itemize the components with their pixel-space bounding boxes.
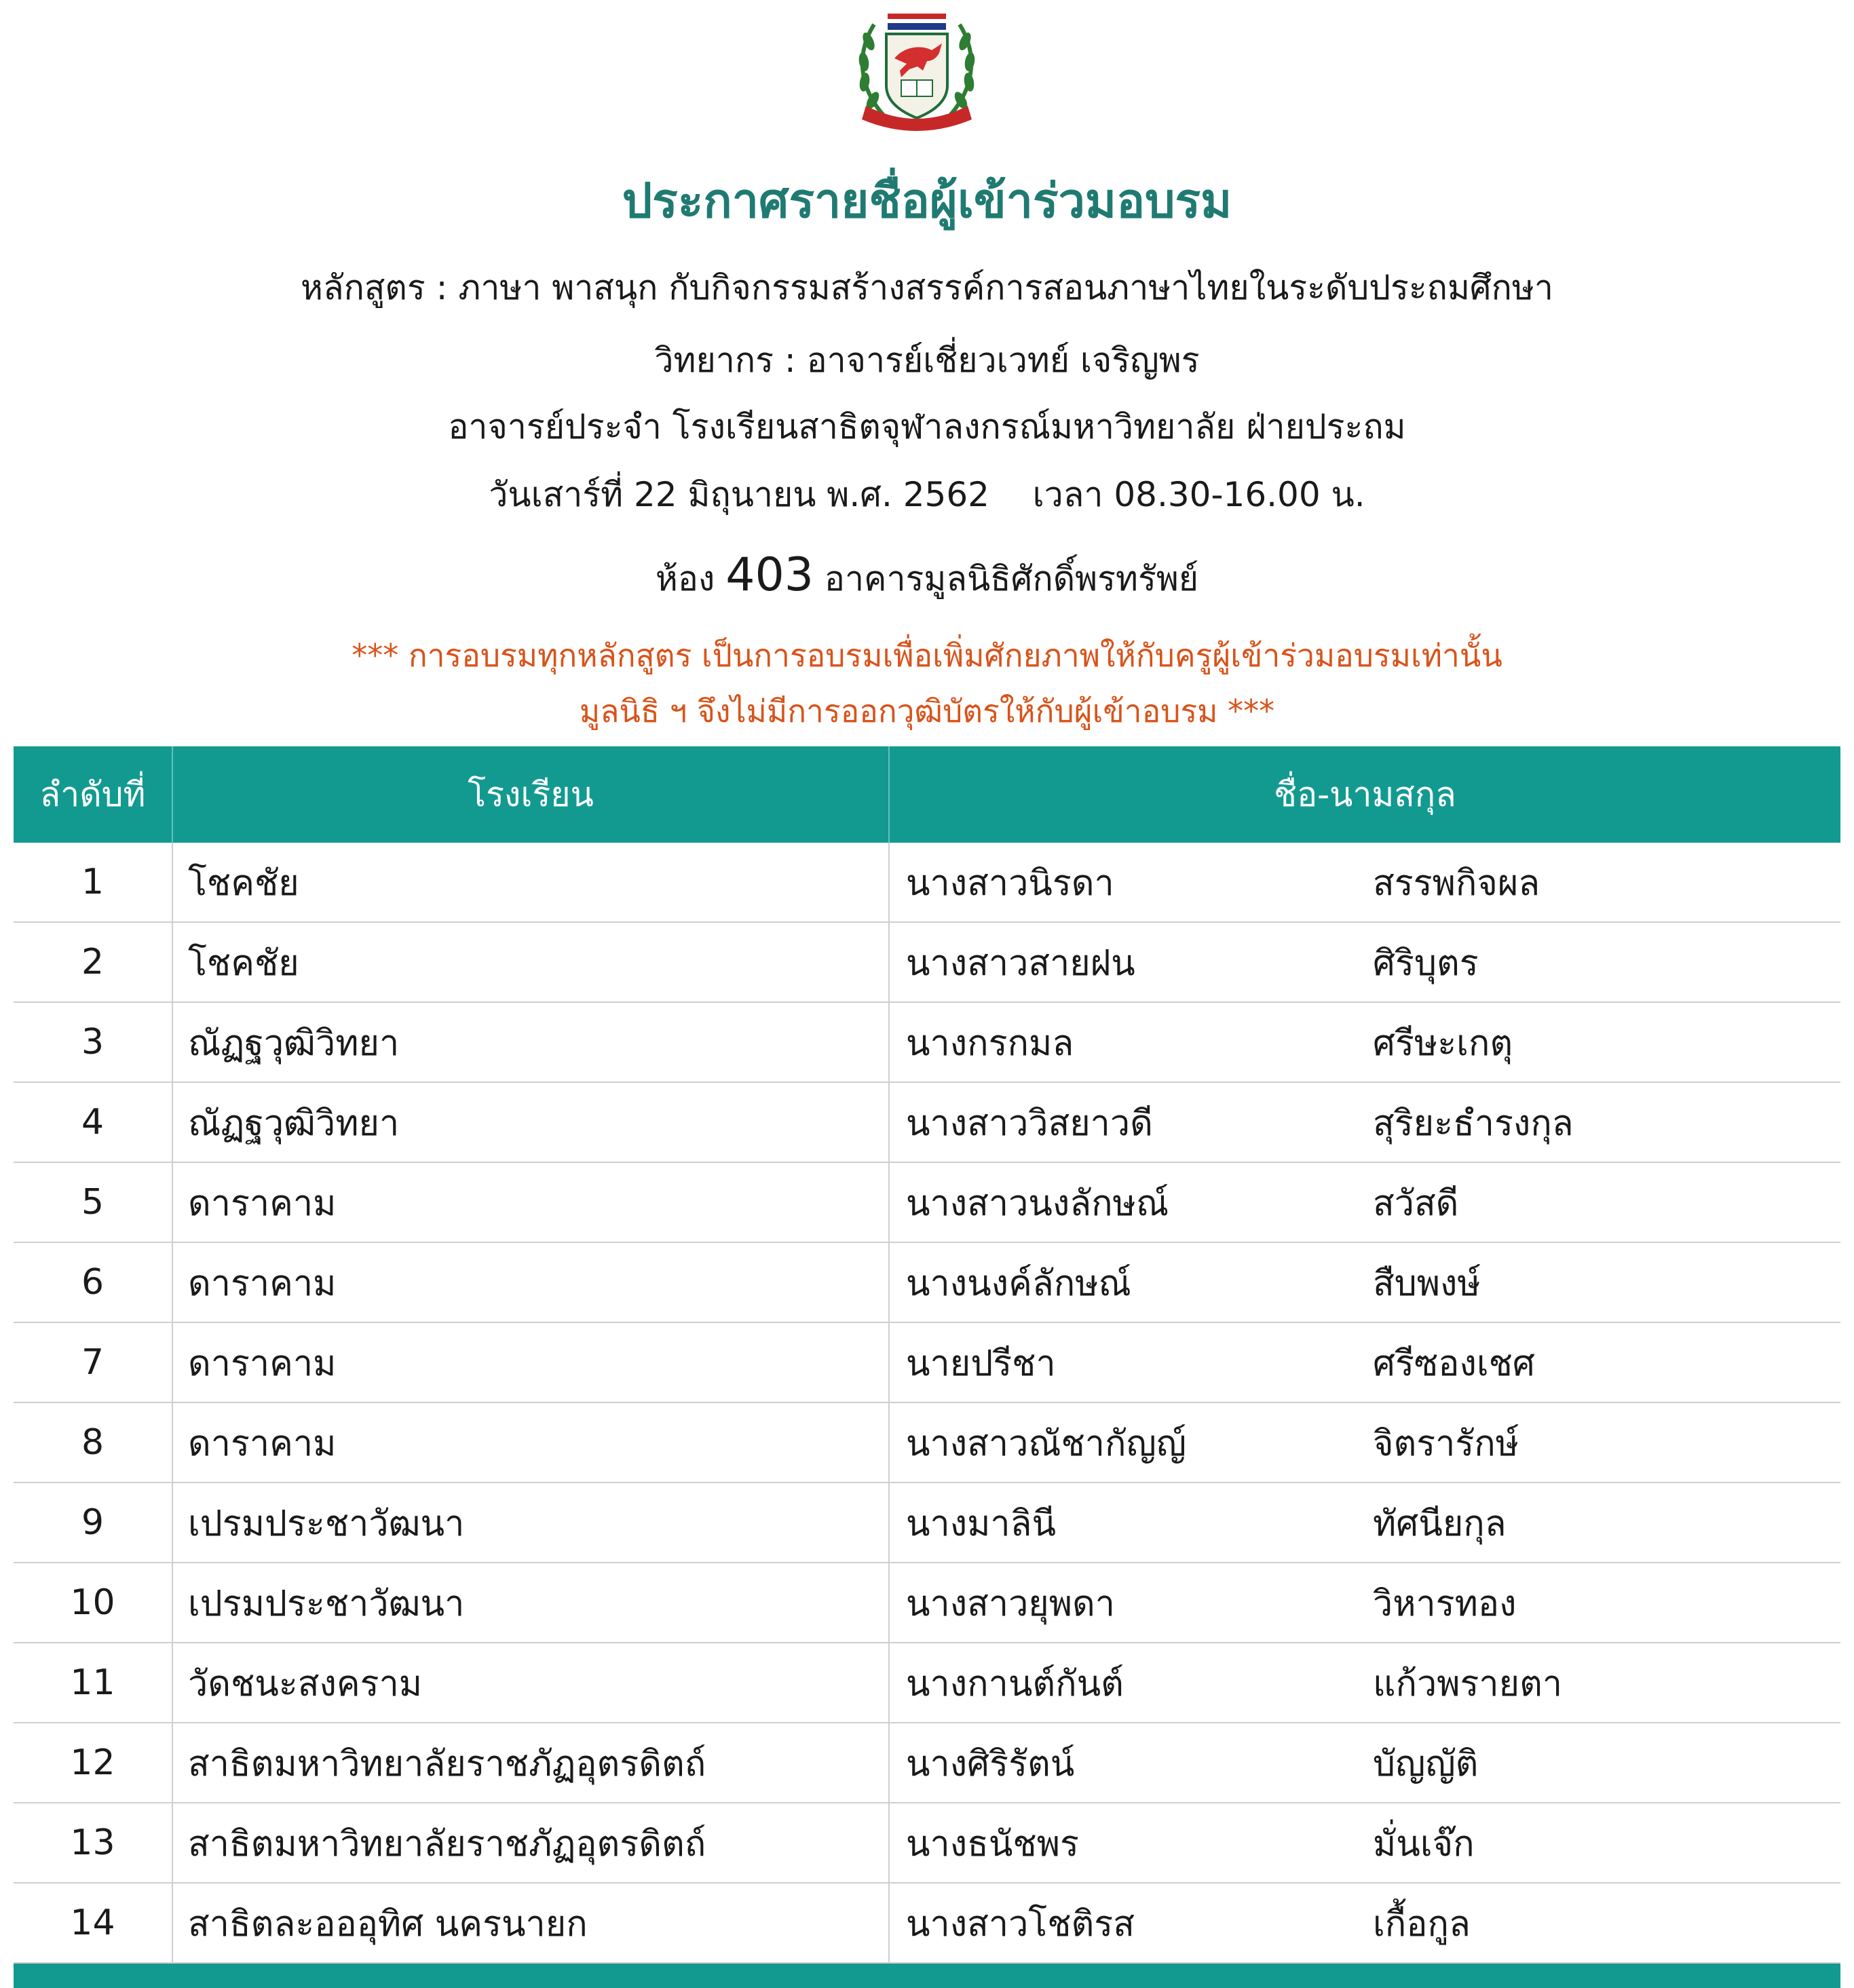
room-number: 403 <box>725 548 814 602</box>
row-number: 14 <box>14 1883 172 1963</box>
row-first-name: นางนงค์ลักษณ์ <box>906 1263 1131 1304</box>
row-person <box>889 1563 1840 1643</box>
row-first-name: นางสาวณัชากัญญ์ <box>906 1423 1187 1464</box>
row-school: ดาราคาม <box>172 1162 889 1242</box>
row-first-name: นางสาวนิรดา <box>906 862 1114 904</box>
row-first-name: นางสาวนงลักษณ์ <box>906 1183 1169 1224</box>
row-school: ณัฏฐวุฒิวิทยา <box>172 1002 889 1082</box>
row-number: 6 <box>14 1242 172 1322</box>
row-last-name: แก้วพรายตา <box>1373 1663 1563 1704</box>
row-school: ดาราคาม <box>172 1242 889 1322</box>
row-school: สาธิตละอออุทิศ นครนายก <box>172 1883 889 1963</box>
row-person <box>889 1402 1840 1483</box>
datetime-line: วันเสาร์ที่ 22 มิถุนายน พ.ศ. 2562 เวลา 08.30-16.00 น. <box>489 475 1365 514</box>
notice-line-2: มูลนิธิ ฯ จึงไม่มีการออกวุฒิบัตรให้กับผู้เข้าอบรม *** <box>579 693 1275 729</box>
row-number: 3 <box>14 1002 172 1082</box>
row-last-name: จิตรารักษ์ <box>1373 1423 1519 1464</box>
table-row <box>14 1082 1840 1162</box>
row-number: 10 <box>14 1563 172 1643</box>
table-header-row <box>14 746 1840 843</box>
room-line <box>0 548 1854 606</box>
row-person <box>889 1162 1840 1242</box>
table-footer-bar <box>14 1964 1840 1988</box>
row-first-name: นางสาววิสยาวดี <box>906 1103 1153 1144</box>
row-first-name: นายปรีชา <box>906 1343 1056 1384</box>
row-last-name: ศรีซองเชศ <box>1373 1343 1535 1384</box>
speaker-line: วิทยากร : อาจารย์เชี่ยวเวทย์ เจริญพร <box>654 341 1200 380</box>
row-school: สาธิตมหาวิทยาลัยราชภัฏอุตรดิตถ์ <box>172 1723 889 1803</box>
row-person <box>889 1322 1840 1402</box>
row-last-name: เกื้อกูล <box>1373 1903 1471 1945</box>
row-person <box>889 1242 1840 1322</box>
row-last-name: ศรีษะเกตุ <box>1373 1022 1513 1064</box>
row-number: 8 <box>14 1402 172 1483</box>
row-last-name: สวัสดี <box>1373 1183 1459 1224</box>
foundation-logo <box>847 4 987 133</box>
row-number: 1 <box>14 843 172 922</box>
row-last-name: สรรพกิจผล <box>1373 862 1540 904</box>
horse-crest-icon <box>847 4 987 133</box>
row-number: 7 <box>14 1322 172 1402</box>
row-number: 13 <box>14 1803 172 1883</box>
room-prefix: ห้อง <box>655 559 715 598</box>
row-person <box>889 1723 1840 1803</box>
row-school: สาธิตมหาวิทยาลัยราชภัฏอุตรดิตถ์ <box>172 1803 889 1883</box>
row-last-name: บัญญัติ <box>1373 1743 1479 1784</box>
row-school: เปรมประชาวัฒนา <box>172 1563 889 1643</box>
course-line: หลักสูตร : ภาษา พาสนุก กับกิจกรรมสร้างสรรค์การสอนภาษาไทยในระดับประถมศึกษา <box>301 268 1553 307</box>
row-school: เปรมประชาวัฒนา <box>172 1483 889 1563</box>
table-row <box>14 1402 1840 1483</box>
table-row <box>14 1162 1840 1242</box>
row-person <box>889 1483 1840 1563</box>
row-last-name: วิหารทอง <box>1373 1583 1517 1624</box>
row-last-name: สุริยะธำรงกุล <box>1373 1103 1574 1144</box>
page-title: ประกาศรายชื่อผู้เข้าร่วมอบรม <box>622 173 1232 229</box>
table-row <box>14 1883 1840 1963</box>
row-school: ดาราคาม <box>172 1402 889 1483</box>
row-school: ดาราคาม <box>172 1322 889 1402</box>
row-person <box>889 1002 1840 1082</box>
row-school: โชคชัย <box>172 922 889 1002</box>
row-first-name: นางสาวสายฝน <box>906 942 1135 984</box>
row-school: โชคชัย <box>172 843 889 922</box>
speaker-position-line: อาจารย์ประจำ โรงเรียนสาธิตจุฬาลงกรณ์มหาวิทยาลัย ฝ่ายประถม <box>448 407 1406 446</box>
row-person <box>889 1082 1840 1162</box>
row-last-name: มั่นเจ๊ก <box>1373 1823 1475 1865</box>
table-row <box>14 1643 1840 1723</box>
participants-table <box>14 746 1840 1964</box>
notice-line-1: *** การอบรมทุกหลักสูตร เป็นการอบรมเพื่อเพิ่มศักยภาพให้กับครูผู้เข้าร่วมอบรมเท่านั้น <box>352 637 1502 674</box>
row-person <box>889 922 1840 1002</box>
row-first-name: นางศิริรัตน์ <box>906 1743 1075 1784</box>
room-building: อาคารมูลนิธิศักดิ์พรทรัพย์ <box>824 559 1199 598</box>
table-row <box>14 1483 1840 1563</box>
row-number: 2 <box>14 922 172 1002</box>
row-last-name: สืบพงษ์ <box>1373 1263 1481 1304</box>
row-number: 5 <box>14 1162 172 1242</box>
row-first-name: นางกานต์กันต์ <box>906 1663 1124 1704</box>
row-number: 12 <box>14 1723 172 1803</box>
row-last-name: ทัศนียกุล <box>1373 1503 1507 1544</box>
row-last-name: ศิริบุตร <box>1373 942 1479 984</box>
row-number: 4 <box>14 1082 172 1162</box>
header-number: ลำดับที่ <box>14 746 172 843</box>
table-row <box>14 922 1840 1002</box>
row-person <box>889 1643 1840 1723</box>
table-row <box>14 1803 1840 1883</box>
row-number: 11 <box>14 1643 172 1723</box>
table-row <box>14 1322 1840 1402</box>
table-row <box>14 1242 1840 1322</box>
header-school: โรงเรียน <box>172 746 889 843</box>
table-row <box>14 1002 1840 1082</box>
row-first-name: นางสาวโชติรส <box>906 1903 1135 1945</box>
row-person <box>889 1883 1840 1963</box>
row-school: วัดชนะสงคราม <box>172 1643 889 1723</box>
row-first-name: นางสาวยุพดา <box>906 1583 1115 1624</box>
table-row <box>14 1563 1840 1643</box>
row-first-name: นางกรกมล <box>906 1022 1074 1064</box>
row-person <box>889 1803 1840 1883</box>
row-number: 9 <box>14 1483 172 1563</box>
row-first-name: นางธนัชพร <box>906 1823 1079 1865</box>
row-person <box>889 843 1840 922</box>
header-name: ชื่อ-นามสกุล <box>889 746 1840 843</box>
table-row <box>14 843 1840 922</box>
row-first-name: นางมาลินี <box>906 1503 1057 1544</box>
row-school: ณัฏฐวุฒิวิทยา <box>172 1082 889 1162</box>
table-row <box>14 1723 1840 1803</box>
